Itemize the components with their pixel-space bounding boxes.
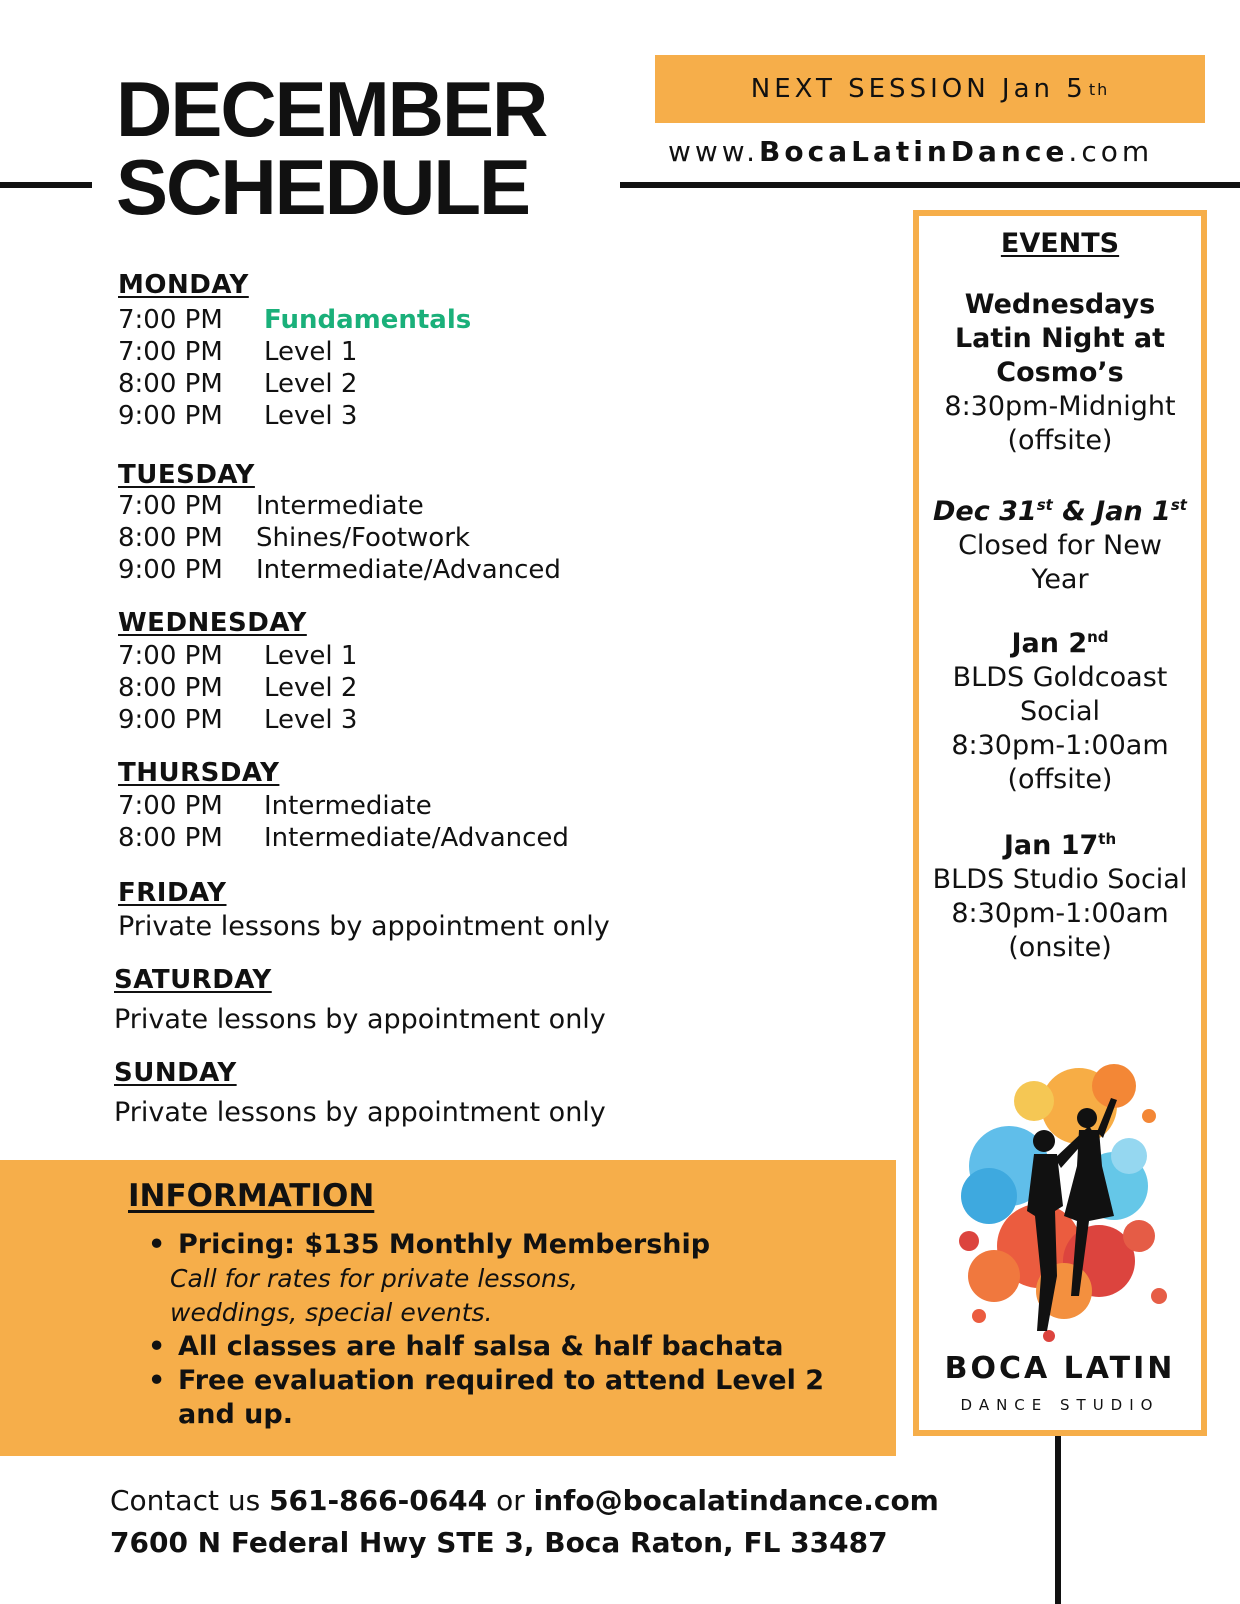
- event-title-line: Wednesdays: [964, 289, 1156, 320]
- class-time: 8:00 PM: [118, 823, 223, 853]
- next-session-sup: th: [1088, 79, 1110, 99]
- class-time: 7:00 PM: [118, 641, 223, 671]
- day-name: TUESDAY: [118, 460, 255, 490]
- information-title: INFORMATION: [128, 1178, 375, 1214]
- website-name: BocaLatinDance: [759, 135, 1069, 168]
- private-note: Private lessons by appointment only: [114, 1097, 606, 1128]
- event-new-year: [919, 488, 1201, 597]
- logo-subtitle: DANCE STUDIO: [960, 1396, 1160, 1414]
- class-time: 9:00 PM: [118, 705, 223, 735]
- day-wednesday: [118, 608, 357, 736]
- event-date: [919, 620, 1201, 661]
- page-title: [116, 65, 547, 231]
- class-time: 8:00 PM: [118, 673, 223, 703]
- website-prefix: www.: [668, 135, 760, 168]
- day-name: SATURDAY: [114, 965, 272, 995]
- class-time: 9:00 PM: [118, 555, 223, 585]
- next-session-banner: [655, 55, 1205, 123]
- event-title-line: Cosmo’s: [996, 357, 1124, 388]
- website-suffix: .com: [1068, 135, 1154, 168]
- event-date-text: Jan 17: [1003, 830, 1099, 861]
- event-desc: Social: [1019, 696, 1101, 727]
- event-location: (offsite): [1007, 764, 1113, 795]
- address-line: [110, 1522, 939, 1564]
- event-date: [919, 822, 1201, 863]
- day-thursday: [118, 758, 569, 854]
- event-date-a: Dec 31: [933, 496, 1037, 527]
- pricing-note-1: Call for rates for private lessons,: [170, 1264, 578, 1293]
- day-friday: [118, 878, 610, 944]
- class-row: [118, 554, 561, 586]
- event-date-sup: st: [1170, 496, 1187, 514]
- class-row: [118, 336, 471, 368]
- event-desc: BLDS Studio Social: [932, 864, 1188, 895]
- class-name: Intermediate: [264, 791, 432, 821]
- event-date: [919, 488, 1201, 529]
- events-title: EVENTS: [1000, 228, 1120, 259]
- contact-line: [110, 1480, 939, 1522]
- class-row: [118, 640, 357, 672]
- class-name: Intermediate: [256, 491, 424, 521]
- class-name: Level 2: [264, 369, 358, 399]
- event-time: 8:30pm-1:00am: [951, 730, 1169, 761]
- title-line-2: SCHEDULE: [116, 143, 530, 231]
- event-studio-social: [919, 822, 1201, 965]
- event-location: (onsite): [1008, 932, 1112, 963]
- event-date-sup: st: [1036, 496, 1053, 514]
- contact-address: 7600 N Federal Hwy STE 3, Boca Raton, FL 33487: [110, 1526, 888, 1559]
- event-date-text: Jan 2: [1011, 628, 1088, 659]
- day-saturday: [114, 965, 606, 1037]
- left-rule: [0, 182, 92, 188]
- title-line-1: DECEMBER: [116, 65, 547, 153]
- class-row: [118, 672, 357, 704]
- information-box: [0, 1160, 896, 1456]
- class-row: [118, 368, 471, 400]
- dancers-logo-icon: [939, 1046, 1189, 1356]
- event-date-b: & Jan 1: [1052, 496, 1171, 527]
- class-time: 7:00 PM: [118, 791, 223, 821]
- class-name: Intermediate/Advanced: [264, 823, 569, 853]
- event-time: 8:30pm-1:00am: [951, 898, 1169, 929]
- class-row: [118, 304, 471, 336]
- logo-name: BOCA LATIN: [944, 1351, 1176, 1386]
- class-row: [118, 522, 561, 554]
- bottom-vertical-rule: [1055, 1436, 1061, 1604]
- day-name: SUNDAY: [114, 1058, 237, 1088]
- class-name: Fundamentals: [264, 305, 472, 335]
- class-name: Level 3: [264, 705, 358, 735]
- next-session-label: NEXT SESSION Jan 5: [750, 74, 1087, 104]
- class-name: Level 1: [264, 641, 358, 671]
- event-title-line: Latin Night at: [954, 323, 1166, 354]
- class-row: [118, 704, 357, 736]
- private-note: Private lessons by appointment only: [114, 1004, 606, 1035]
- event-time: 8:30pm-Midnight: [944, 391, 1176, 422]
- class-name: Level 1: [264, 337, 358, 367]
- class-row: [118, 490, 561, 522]
- event-date-sup: th: [1098, 830, 1117, 848]
- day-name: MONDAY: [118, 270, 249, 300]
- class-time: 7:00 PM: [118, 337, 223, 367]
- class-name: Shines/Footwork: [256, 523, 470, 553]
- contact-or: or: [496, 1484, 525, 1517]
- class-time: 7:00 PM: [118, 491, 223, 521]
- event-cosmos: [919, 288, 1201, 458]
- contact-block: [110, 1480, 939, 1564]
- event-goldcoast-social: [919, 620, 1201, 797]
- day-name: FRIDAY: [118, 878, 227, 908]
- event-date-sup: nd: [1087, 628, 1109, 646]
- private-note: Private lessons by appointment only: [118, 911, 610, 942]
- class-time: 7:00 PM: [118, 305, 223, 335]
- event-desc: Year: [1031, 564, 1089, 595]
- class-row: [118, 822, 569, 854]
- class-row: [118, 790, 569, 822]
- event-location: (offsite): [1007, 425, 1113, 456]
- information-list: [148, 1228, 868, 1432]
- class-time: 9:00 PM: [118, 401, 223, 431]
- contact-phone[interactable]: 561-866-0644: [269, 1484, 488, 1517]
- class-name: Intermediate/Advanced: [256, 555, 561, 585]
- class-name: Level 3: [264, 401, 358, 431]
- day-tuesday: [118, 460, 561, 586]
- day-monday: [118, 270, 471, 432]
- day-sunday: [114, 1058, 606, 1130]
- right-rule: [620, 182, 1240, 188]
- website-link[interactable]: [668, 135, 1188, 168]
- class-time: 8:00 PM: [118, 369, 223, 399]
- class-row: [118, 400, 471, 432]
- classes-item: • All classes are half salsa & half bachata: [148, 1330, 868, 1364]
- evaluation-item: • Free evaluation required to attend Level 2 and up.: [148, 1364, 868, 1432]
- class-time: 8:00 PM: [118, 523, 223, 553]
- contact-label: Contact us: [110, 1484, 261, 1517]
- pricing-item: • Pricing: $135 Monthly Membership: [148, 1228, 868, 1262]
- class-name: Level 2: [264, 673, 358, 703]
- event-desc: Closed for New: [958, 530, 1162, 561]
- contact-email[interactable]: info@bocalatindance.com: [533, 1484, 939, 1517]
- events-panel: [913, 210, 1207, 1436]
- pricing-note-2: weddings, special events.: [170, 1298, 493, 1327]
- day-name: THURSDAY: [118, 758, 280, 788]
- event-desc: BLDS Goldcoast: [952, 662, 1168, 693]
- day-name: WEDNESDAY: [118, 608, 307, 638]
